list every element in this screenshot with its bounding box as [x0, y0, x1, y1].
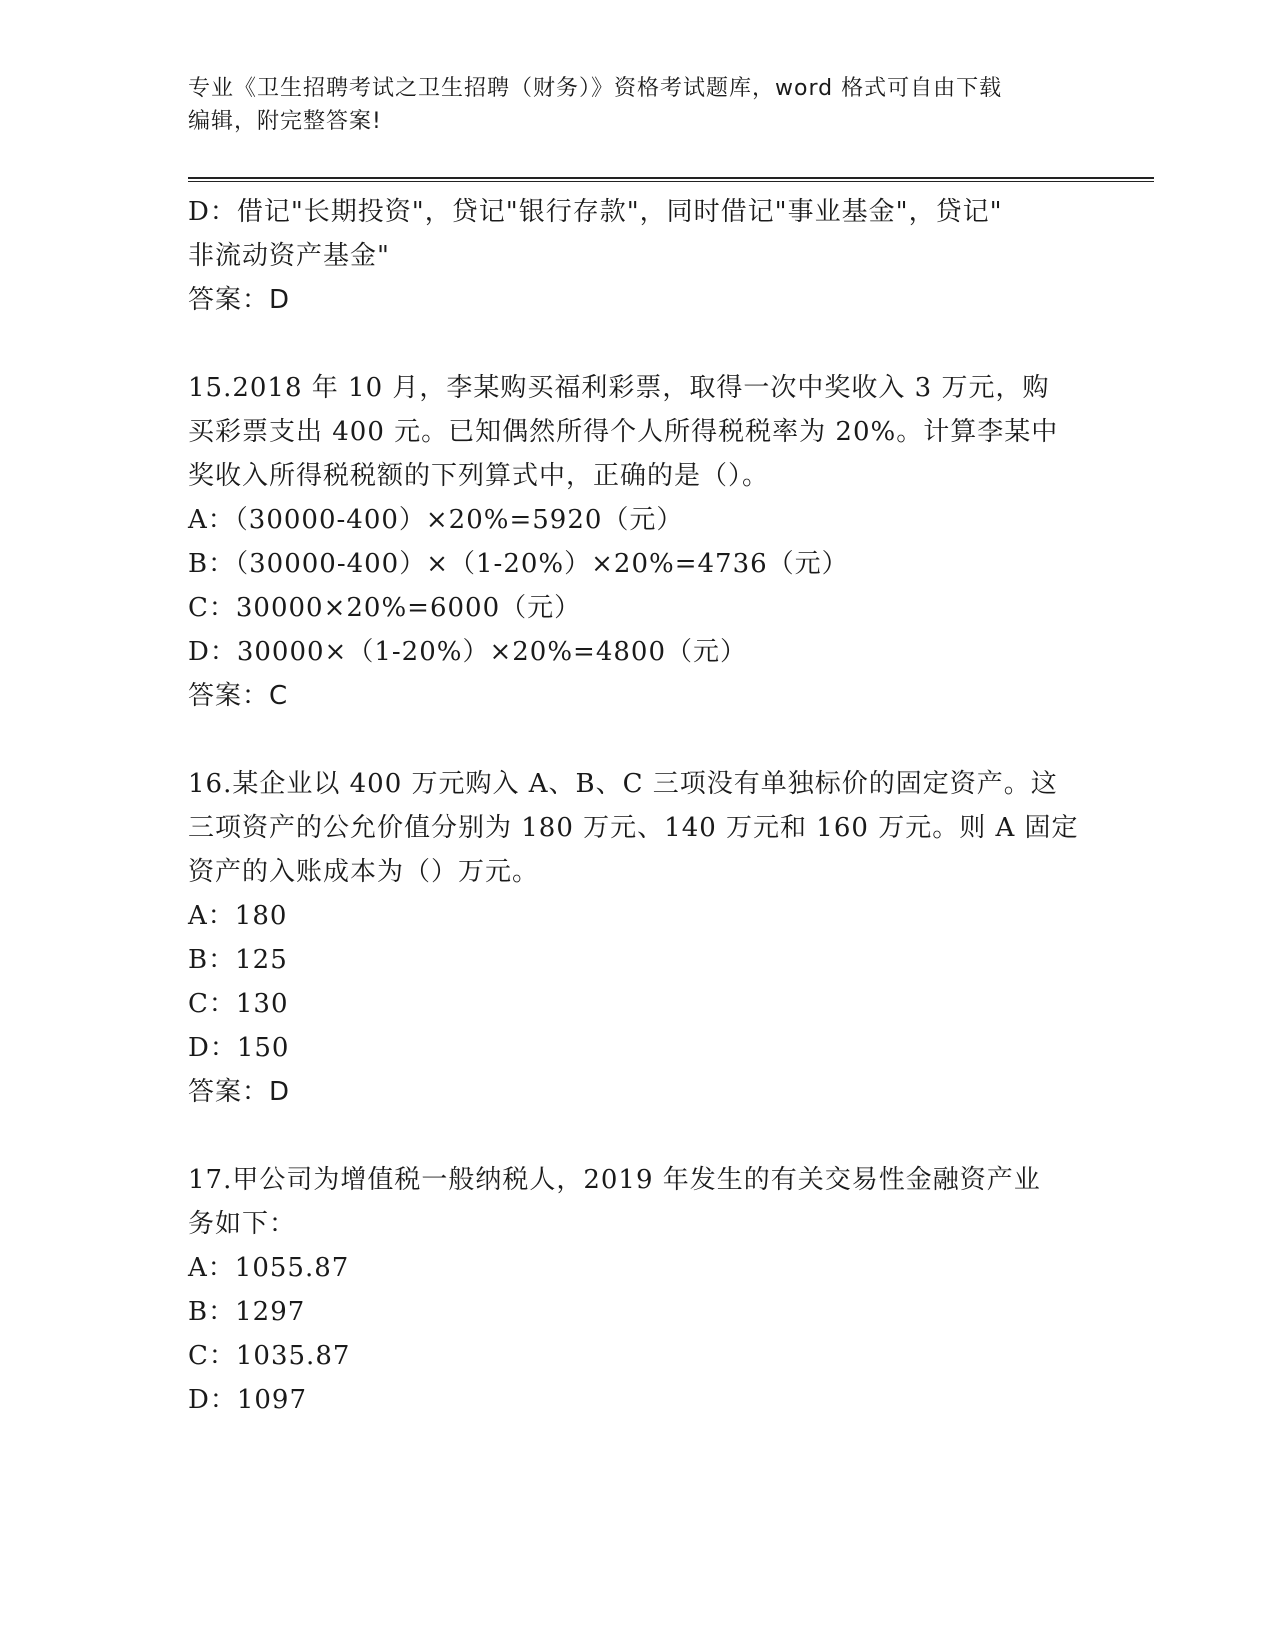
header-line-2: 编辑，附完整答案! — [188, 109, 382, 134]
question-16 — [188, 762, 1088, 1114]
question-17 — [188, 1158, 1088, 1422]
question-text-line: 务如下： — [188, 1209, 297, 1239]
option-b: B：1297 — [188, 1297, 306, 1327]
question-text-line: 奖收入所得税税额的下列算式中，正确的是（）。 — [188, 461, 770, 491]
answer-line: 答案：D — [188, 285, 291, 315]
option-c: C：1035.87 — [188, 1341, 351, 1371]
option-d: D：150 — [188, 1033, 290, 1063]
question-text-line: 买彩票支出 400 元。已知偶然所得个人所得税税率为 20%。计算李某中 — [188, 417, 1059, 447]
option-a: A：1055.87 — [188, 1253, 350, 1283]
document-header — [188, 72, 1088, 138]
answer-line: 答案：D — [188, 1077, 291, 1107]
option-d: D：30000×（1-20%）×20%=4800（元） — [188, 637, 747, 667]
question-text-line: 16.某企业以 400 万元购入 A、B、C 三项没有单独标价的固定资产。这 — [188, 769, 1058, 799]
question-text-line: 15.2018 年 10 月，李某购买福利彩票，取得一次中奖收入 3 万元，购 — [188, 373, 1050, 403]
option-d: D：1097 — [188, 1385, 308, 1415]
question-14-tail — [188, 190, 1088, 322]
option-b: B：125 — [188, 945, 288, 975]
question-text-line: 三项资产的公允价值分别为 180 万元、140 万元和 160 万元。则 A 固定 — [188, 813, 1079, 843]
question-content — [188, 190, 1088, 1422]
question-text-line: 资产的入账成本为（）万元。 — [188, 857, 540, 887]
option-d-line-2: 非流动资产基金" — [188, 241, 390, 271]
spacer — [188, 1114, 1088, 1158]
spacer — [188, 322, 1088, 366]
option-a: A：（30000-400）×20%=5920（元） — [188, 505, 684, 535]
answer-line: 答案：C — [188, 681, 289, 711]
header-divider — [188, 177, 1154, 182]
option-b: B：（30000-400）×（1-20%）×20%=4736（元） — [188, 549, 849, 579]
question-text-line: 17.甲公司为增值税一般纳税人，2019 年发生的有关交易性金融资产业 — [188, 1165, 1041, 1195]
header-line-1: 专业《卫生招聘考试之卫生招聘（财务）》资格考试题库，word 格式可自由下载 — [188, 76, 1003, 101]
option-d-line-1: D：借记"长期投资"，贷记"银行存款"，同时借记"事业基金"，贷记" — [188, 197, 1003, 227]
option-a: A：180 — [188, 901, 288, 931]
option-c: C：30000×20%=6000（元） — [188, 593, 582, 623]
option-c: C：130 — [188, 989, 289, 1019]
question-15 — [188, 366, 1088, 718]
spacer — [188, 718, 1088, 762]
